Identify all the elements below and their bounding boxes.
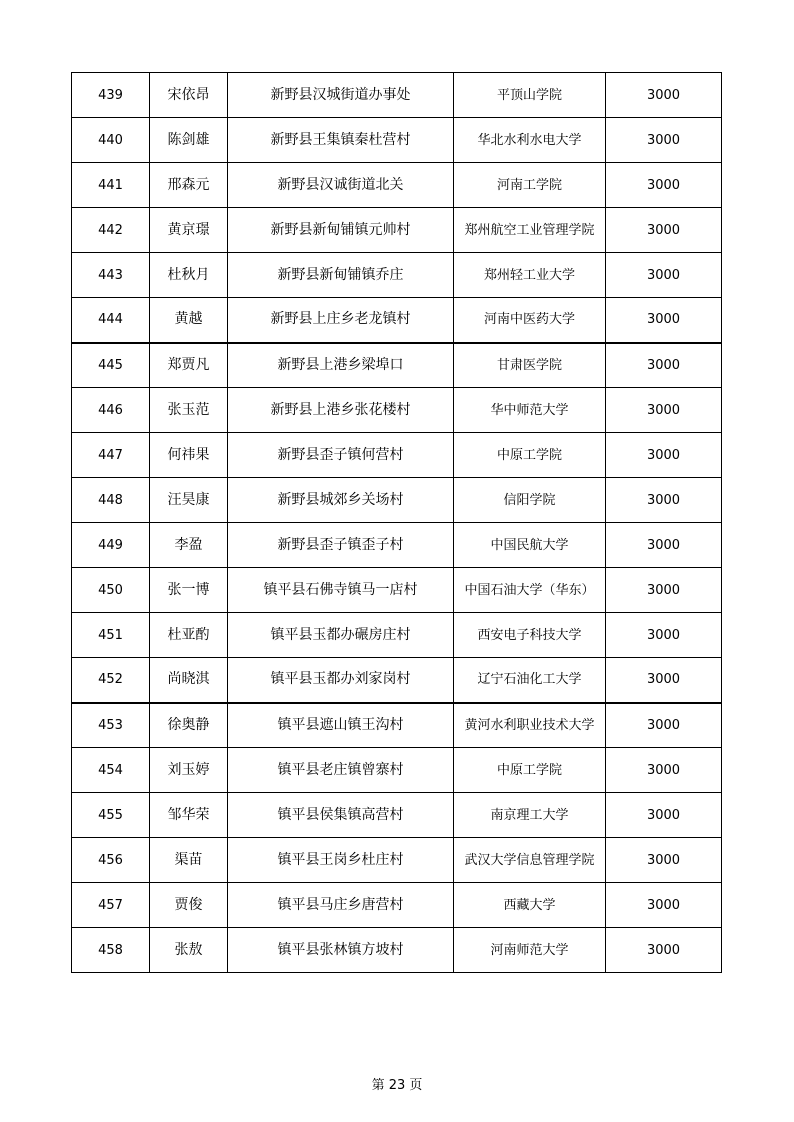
table-row [72,343,722,388]
page-suffix: 页 [409,1078,423,1093]
table-row [72,568,722,613]
table-row [72,748,722,793]
home-address: 镇平县王岗乡杜庄村 [228,838,454,883]
student-name: 杜亚酌 [150,613,228,658]
table-row [72,928,722,973]
school-name: 中国石油大学（华东） [454,568,606,613]
home-address: 新野县上港乡梁埠口 [228,343,454,388]
page-prefix: 第 [371,1078,385,1093]
home-address: 镇平县遮山镇王沟村 [228,703,454,748]
school-name: 黄河水利职业技术大学 [454,703,606,748]
award-amount: 3000 [606,163,722,208]
table-row [72,793,722,838]
award-amount: 3000 [606,613,722,658]
school-name: 河南师范大学 [454,928,606,973]
table-row [72,163,722,208]
home-address: 新野县新甸铺镇元帅村 [228,208,454,253]
award-amount: 3000 [606,883,722,928]
student-name: 宋依昂 [150,73,228,118]
award-amount: 3000 [606,433,722,478]
row-number: 458 [72,928,150,973]
table-row [72,73,722,118]
student-name: 黄越 [150,298,228,343]
school-name: 河南中医药大学 [454,298,606,343]
row-number: 446 [72,388,150,433]
school-name: 华中师范大学 [454,388,606,433]
table-row [72,523,722,568]
school-name: 平顶山学院 [454,73,606,118]
row-number: 445 [72,343,150,388]
school-name: 郑州航空工业管理学院 [454,208,606,253]
scholarship-roster-table [71,72,722,973]
roster-body [72,73,722,973]
row-number: 456 [72,838,150,883]
award-amount: 3000 [606,568,722,613]
row-number: 444 [72,298,150,343]
award-amount: 3000 [606,208,722,253]
student-name: 渠苗 [150,838,228,883]
student-name: 徐奥静 [150,703,228,748]
award-amount: 3000 [606,703,722,748]
home-address: 镇平县张林镇方坡村 [228,928,454,973]
table-row [72,298,722,343]
row-number: 449 [72,523,150,568]
row-number: 441 [72,163,150,208]
student-name: 黄京璟 [150,208,228,253]
award-amount: 3000 [606,388,722,433]
school-name: 甘肃医学院 [454,343,606,388]
school-name: 中原工学院 [454,748,606,793]
home-address: 新野县歪子镇何营村 [228,433,454,478]
school-name: 中原工学院 [454,433,606,478]
home-address: 新野县王集镇秦杜营村 [228,118,454,163]
table-row [72,613,722,658]
home-address: 新野县汉城街道办事处 [228,73,454,118]
school-name: 西藏大学 [454,883,606,928]
table-row [72,883,722,928]
award-amount: 3000 [606,748,722,793]
table-row [72,208,722,253]
home-address: 新野县汉诚街道北关 [228,163,454,208]
home-address: 镇平县石佛寺镇马一店村 [228,568,454,613]
award-amount: 3000 [606,253,722,298]
page-footer [0,1074,794,1093]
award-amount: 3000 [606,478,722,523]
table-row [72,118,722,163]
table-row [72,478,722,523]
row-number: 448 [72,478,150,523]
row-number: 442 [72,208,150,253]
row-number: 454 [72,748,150,793]
row-number: 452 [72,658,150,703]
page-number: 23 [388,1078,406,1093]
row-number: 457 [72,883,150,928]
award-amount: 3000 [606,793,722,838]
table-row [72,838,722,883]
student-name: 汪昊康 [150,478,228,523]
school-name: 郑州轻工业大学 [454,253,606,298]
school-name: 华北水利水电大学 [454,118,606,163]
table-row [72,433,722,478]
school-name: 辽宁石油化工大学 [454,658,606,703]
student-name: 张一博 [150,568,228,613]
award-amount: 3000 [606,838,722,883]
award-amount: 3000 [606,658,722,703]
home-address: 镇平县侯集镇高营村 [228,793,454,838]
student-name: 李盈 [150,523,228,568]
student-name: 郑贾凡 [150,343,228,388]
student-name: 陈剑雄 [150,118,228,163]
row-number: 447 [72,433,150,478]
home-address: 新野县歪子镇歪子村 [228,523,454,568]
school-name: 信阳学院 [454,478,606,523]
award-amount: 3000 [606,343,722,388]
student-name: 尚晓淇 [150,658,228,703]
home-address: 新野县上港乡张花楼村 [228,388,454,433]
row-number: 450 [72,568,150,613]
row-number: 443 [72,253,150,298]
home-address: 新野县新甸铺镇乔庄 [228,253,454,298]
table-row [72,388,722,433]
award-amount: 3000 [606,523,722,568]
home-address: 新野县城郊乡关场村 [228,478,454,523]
student-name: 杜秋月 [150,253,228,298]
row-number: 451 [72,613,150,658]
row-number: 440 [72,118,150,163]
school-name: 武汉大学信息管理学院 [454,838,606,883]
student-name: 张玉范 [150,388,228,433]
home-address: 新野县上庄乡老龙镇村 [228,298,454,343]
table-row [72,703,722,748]
table-row [72,253,722,298]
student-name: 张敖 [150,928,228,973]
award-amount: 3000 [606,73,722,118]
home-address: 镇平县玉都办碾房庄村 [228,613,454,658]
student-name: 邢森元 [150,163,228,208]
home-address: 镇平县老庄镇曾寨村 [228,748,454,793]
student-name: 何祎果 [150,433,228,478]
home-address: 镇平县马庄乡唐营村 [228,883,454,928]
student-name: 刘玉婷 [150,748,228,793]
student-name: 邹华荣 [150,793,228,838]
school-name: 中国民航大学 [454,523,606,568]
student-name: 贾俊 [150,883,228,928]
row-number: 455 [72,793,150,838]
school-name: 南京理工大学 [454,793,606,838]
award-amount: 3000 [606,928,722,973]
award-amount: 3000 [606,298,722,343]
home-address: 镇平县玉都办刘家岗村 [228,658,454,703]
row-number: 453 [72,703,150,748]
table-row [72,658,722,703]
school-name: 河南工学院 [454,163,606,208]
award-amount: 3000 [606,118,722,163]
school-name: 西安电子科技大学 [454,613,606,658]
row-number: 439 [72,73,150,118]
